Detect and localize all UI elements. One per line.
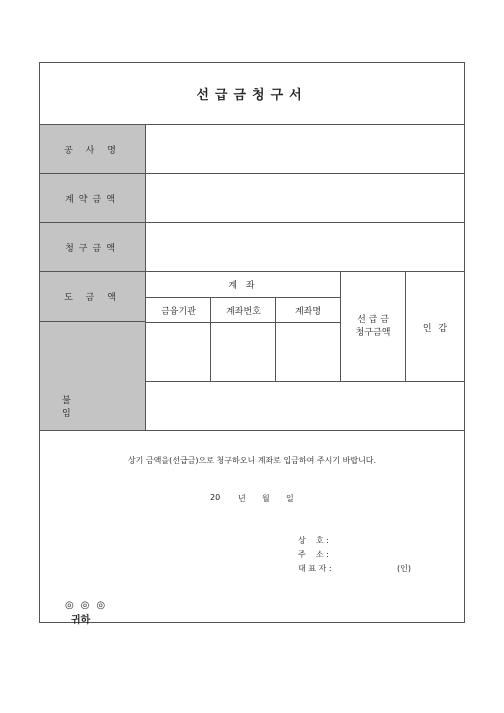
- label-contract-amount: 계약금액: [40, 174, 146, 222]
- seal-cell: 인 감: [422, 323, 450, 334]
- label-paid-amount: 도 금 액: [40, 272, 146, 322]
- account-header: 계 좌: [228, 281, 258, 291]
- account-bank-header: 금융기관: [161, 306, 196, 317]
- recipient-honorific: 귀하: [70, 615, 91, 626]
- account-holder-value[interactable]: [276, 323, 340, 382]
- row-attachment: [40, 382, 464, 431]
- claim-statement: 상기 금액을(선급금)으로 청구하오니 계좌로 입금하여 주시기 바랍니다.: [127, 456, 377, 465]
- document-frame: [39, 62, 465, 626]
- date-year: 년: [238, 494, 246, 503]
- signer-address: 주 소 :: [298, 550, 329, 559]
- account-number-value[interactable]: [211, 323, 275, 382]
- row-account-block: [40, 272, 464, 382]
- label-claim-amount: 청구금액: [40, 223, 146, 271]
- recipient-line: [51, 589, 105, 637]
- date-month: 월: [262, 494, 270, 503]
- advance-claim-amount: [341, 272, 405, 382]
- advance-claim-line2: 청구금액: [355, 328, 391, 338]
- account-number-header: 계좌번호: [226, 306, 261, 317]
- document-title: 선급금청구서: [40, 63, 464, 125]
- signer-seal-mark: (인): [397, 564, 411, 573]
- advance-claim-line1: 선 급 금: [357, 315, 389, 325]
- label-paid-amount-blank: [40, 322, 146, 382]
- row-claim-amount: [40, 223, 464, 272]
- row-project-name: [40, 125, 464, 174]
- signer-company: 상 호 :: [298, 536, 329, 545]
- label-project-name: 공 사 명: [40, 125, 146, 173]
- label-attachment: 불 임: [40, 382, 146, 430]
- account-holder-header: 계좌명: [294, 306, 322, 317]
- date-day: 일: [286, 494, 294, 503]
- signer-representative: 대 표 자 :: [298, 564, 332, 573]
- row-contract-amount: [40, 174, 464, 223]
- date-prefix: 20: [210, 493, 221, 502]
- account-bank-value[interactable]: [146, 323, 210, 382]
- recipient-marks: ◎ ◎ ◎: [64, 600, 106, 611]
